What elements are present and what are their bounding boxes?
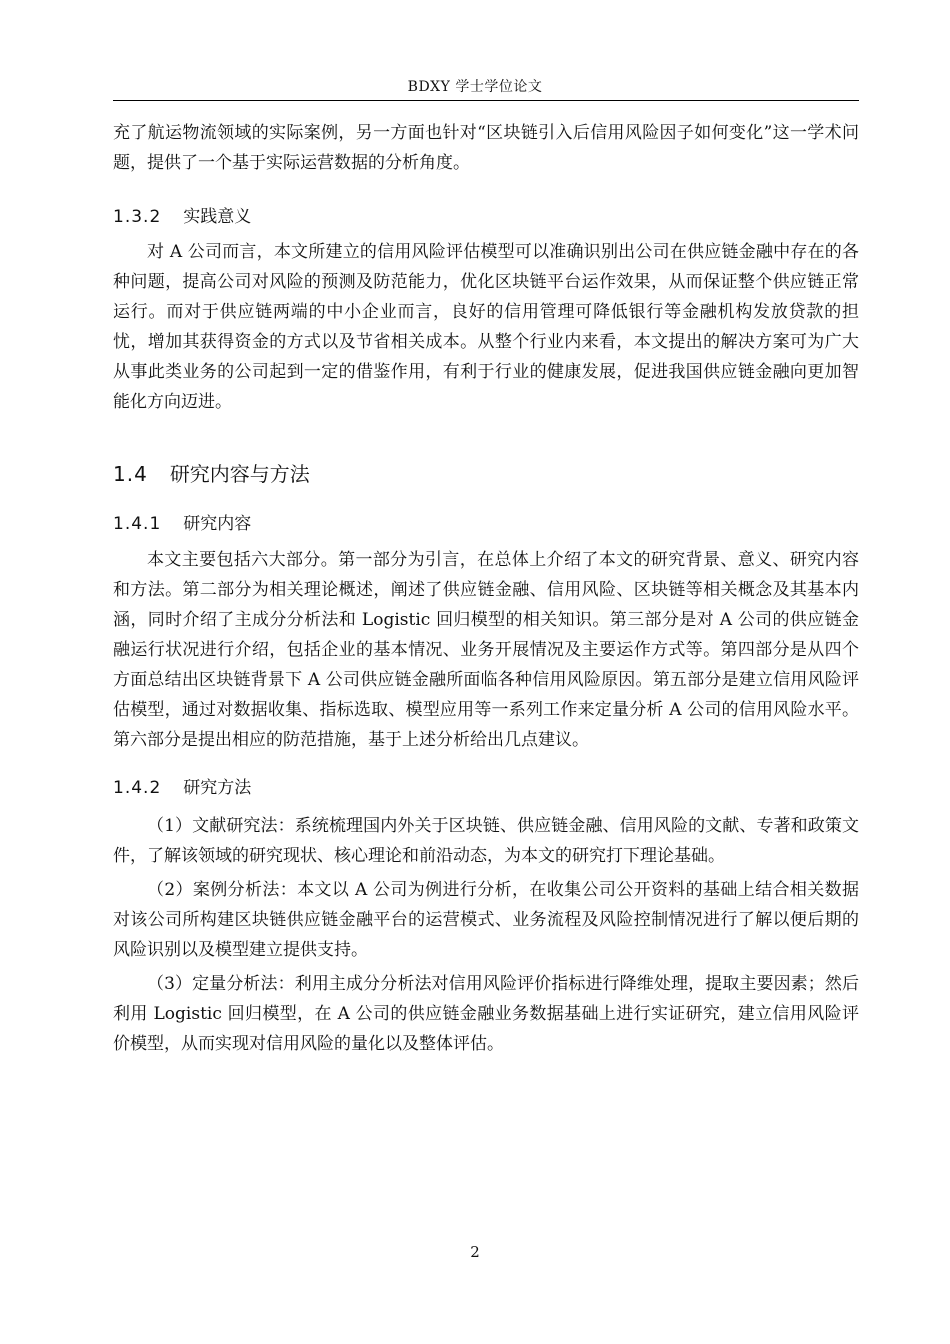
heading-1-4-2 <box>113 773 859 803</box>
heading-1-4-1 <box>113 509 859 539</box>
page-body <box>113 118 859 1059</box>
heading-number: 1.3.2 <box>113 207 162 227</box>
running-header: BDXY 学士学位论文 <box>407 79 543 95</box>
heading-1-4 <box>113 459 859 489</box>
heading-number: 1.4.1 <box>113 514 162 534</box>
heading-title: 研究内容 <box>183 514 252 534</box>
heading-number: 1.4.2 <box>113 778 162 798</box>
paragraph-practical-significance: 对 A 公司而言，本文所建立的信用风险评估模型可以准确识别出公司在供应链金融中存在的各种问题，提高公司对风险的预测及防范能力，优化区块链平台运作效果，从而保证整个供应链正常运行。而对于供应链两端的中小企业而言，良好的信用管理可降低银行等金融机构发放贷款的担忧，增加其获得资金的方式以及节省相关成本。从整个行业内来看，本文提出的解决方案可为广大从事此类业务的公司起到一定的借鉴作用，有利于行业的健康发展，促进我国供应链金融向更加智能化方向迈进。 <box>113 242 859 412</box>
heading-title: 研究方法 <box>183 778 252 798</box>
heading-title: 实践意义 <box>183 207 252 227</box>
method-item-literature: （1）文献研究法：系统梳理国内外关于区块链、供应链金融、信用风险的文献、专著和政策文件，了解该领域的研究现状、核心理论和前沿动态，为本文的研究打下理论基础。 <box>113 816 859 866</box>
header-divider <box>113 100 859 101</box>
method-item-quantitative: （3）定量分析法：利用主成分分析法对信用风险评价指标进行降维处理，提取主要因素；然后利用 Logistic 回归模型，在 A 公司的供应链金融业务数据基础上进行实证研究，建立信用风险评价模型，从而实现对信用风险的量化以及整体评估。 <box>113 974 859 1054</box>
page-number: 2 <box>470 1243 480 1261</box>
intro-paragraph: 充了航运物流领域的实际案例，另一方面也针对“区块链引入后信用风险因子如何变化”这一学术问题，提供了一个基于实际运营数据的分析角度。 <box>113 123 859 173</box>
paragraph-research-content: 本文主要包括六大部分。第一部分为引言，在总体上介绍了本文的研究背景、意义、研究内容和方法。第二部分为相关理论概述，阐述了供应链金融、信用风险、区块链等相关概念及其基本内涵，同时介绍了主成分分析法和 Logistic 回归模型的相关知识。第三部分是对 A 公司的供应链金融运行状况进行介绍，包括企业的基本情况、业务开展情况及主要运作方式等。第四部分是从四个方面总结出区块链背景下 A 公司供应链金融所面临各种信用风险原因。第五部分是建立信用风险评估模型，通过对数据收集、指标选取、模型应用等一系列工作来定量分析 A 公司的信用风险水平。第六部分是提出相应的防范措施，基于上述分析给出几点建议。 <box>113 550 859 750</box>
method-item-case-analysis: （2）案例分析法：本文以 A 公司为例进行分析，在收集公司公开资料的基础上结合相关数据对该公司所构建区块链供应链金融平台的运营模式、业务流程及风险控制情况进行了解以便后期的风险识别以及模型建立提供支持。 <box>113 880 859 960</box>
heading-number: 1.4 <box>113 462 148 486</box>
heading-title: 研究内容与方法 <box>169 462 310 486</box>
heading-1-3-2 <box>113 202 859 232</box>
